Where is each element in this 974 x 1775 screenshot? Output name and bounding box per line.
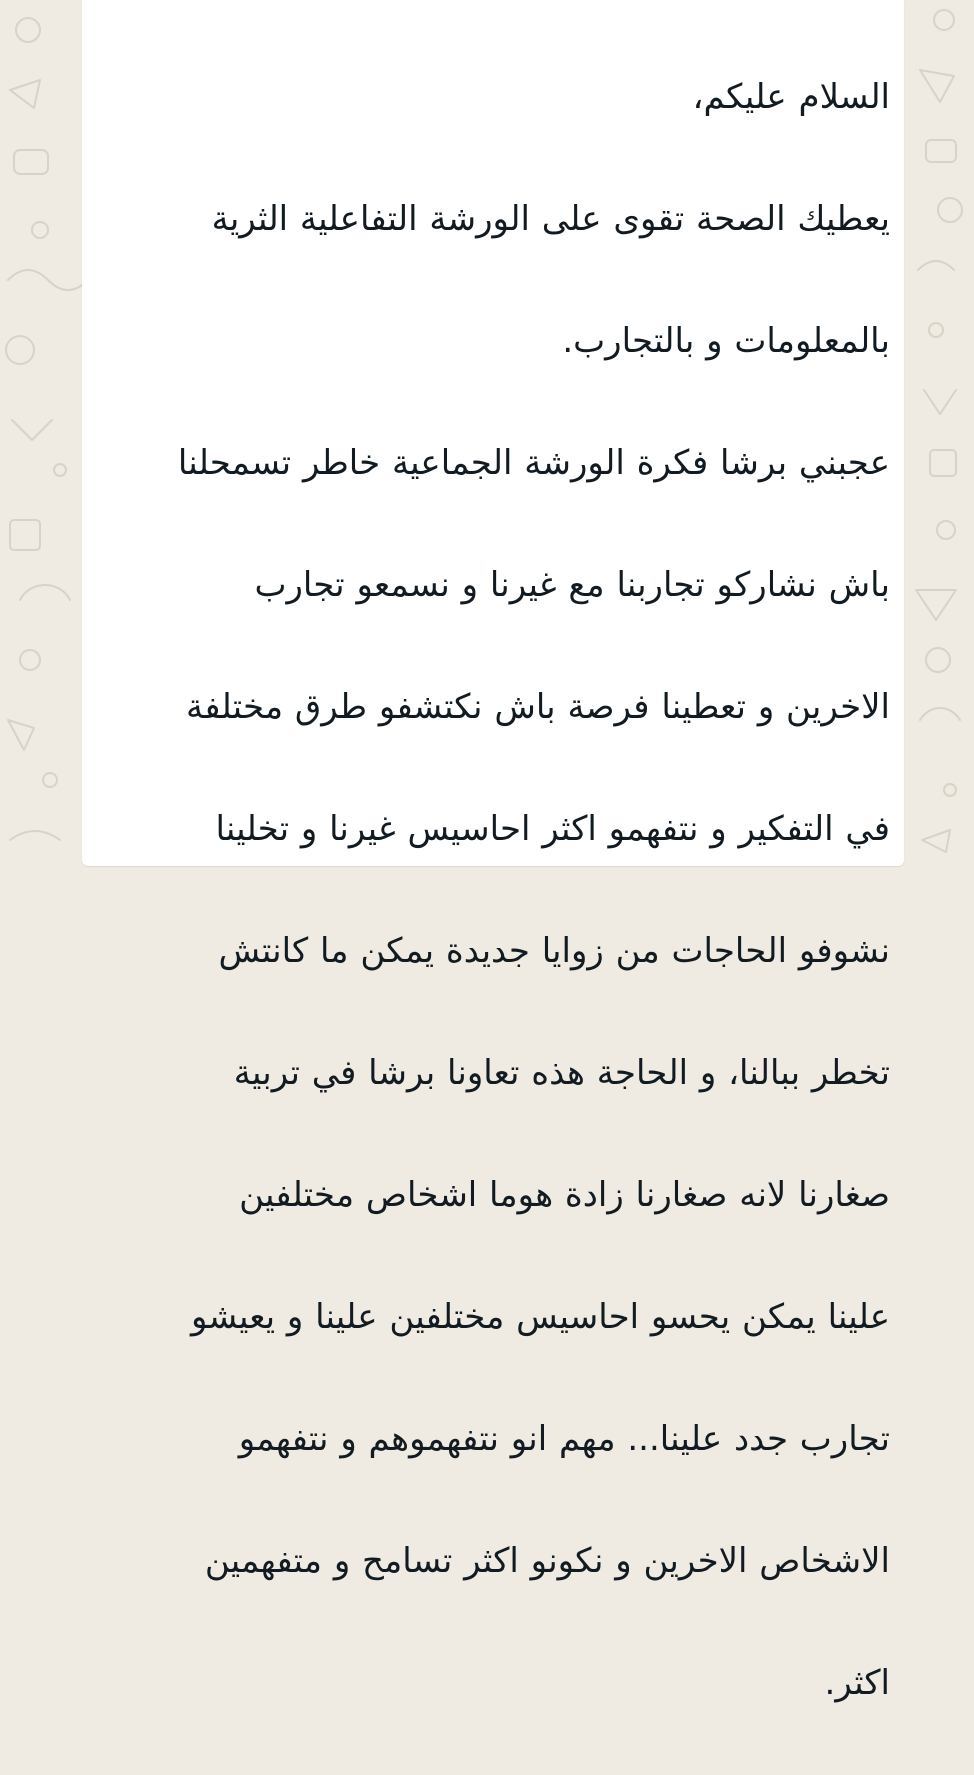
message-line: نشوفو الحاجات من زوايا جديدة يمكن ما كانتش: [218, 931, 890, 971]
message-line: الاخرين و تعطينا فرصة باش نكتشفو طرق مختلفة: [186, 687, 890, 727]
message-line: اكثر.: [824, 1663, 890, 1703]
message-line: صغارنا لانه صغارنا زادة هوما اشخاص مختلفين: [239, 1175, 890, 1215]
message-line: تخطر ببالنا، و الحاجة هذه تعاونا برشا في تربية: [233, 1053, 890, 1093]
message-line: علينا يمكن يحسو احاسيس مختلفين علينا و يعيشو: [191, 1297, 890, 1337]
message-line: يعطيك الصحة تقوى على الورشة التفاعلية الثرية: [211, 199, 890, 239]
message-line: في التفكير و نتفهمو اكثر احاسيس غيرنا و تخلينا: [215, 809, 890, 849]
message-bubble[interactable]: [82, 0, 904, 1703]
message-line: عجبني برشا فكرة الورشة الجماعية خاطر تسمحلنا: [177, 443, 890, 483]
message-line: باش نشاركو تجاربنا مع غيرنا و نسمعو تجارب: [254, 565, 890, 605]
message-line: الاشخاص الاخرين و نكونو اكثر تسامح و متفهمين: [204, 1541, 890, 1581]
message-text: [94, 6, 890, 1775]
message-line: تجارب جدد علينا... مهم انو نتفهموهم و نتفهمو: [238, 1419, 890, 1459]
message-line: بالمعلومات و بالتجارب.: [562, 321, 890, 361]
message-line: السلام عليكم،: [692, 77, 890, 117]
